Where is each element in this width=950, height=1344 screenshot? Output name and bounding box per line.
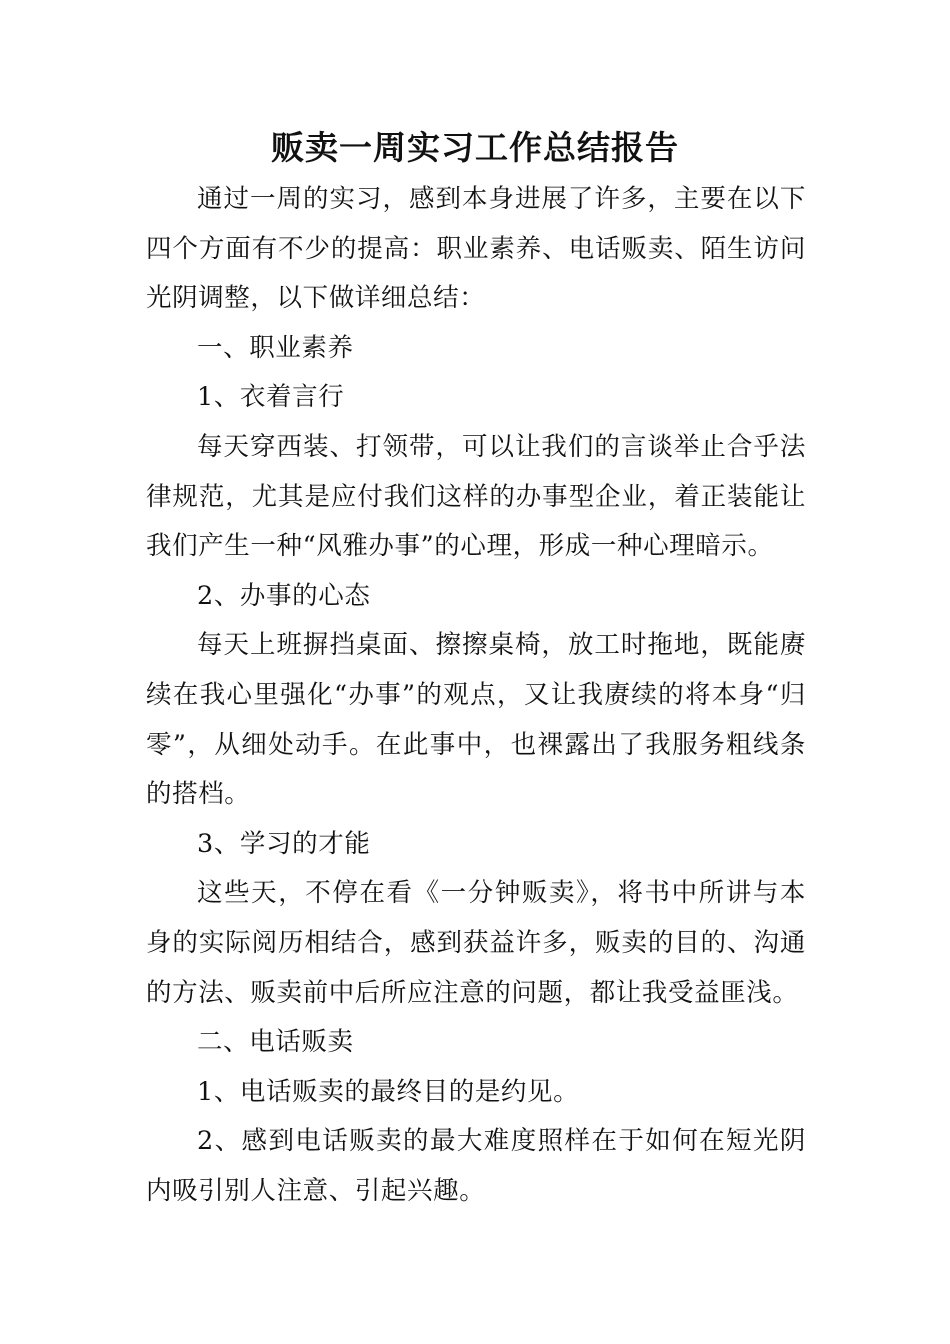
intro-paragraph: 通过一周的实习，感到本身进展了许多，主要在以下四个方面有不少的提高：职业素养、电话贩卖、陌生访问光阴调整，以下做详细总结： xyxy=(146,184,806,314)
document-title: 贩卖一周实习工作总结报告 xyxy=(271,128,679,167)
subheading-learning-ability: 3、学习的才能 xyxy=(197,828,371,859)
subheading-work-attitude: 2、办事的心态 xyxy=(197,580,371,611)
subheading-attire-conduct: 1、衣着言行 xyxy=(197,382,345,413)
document-body xyxy=(146,175,806,1216)
paragraph-phone-sales-difficulty: 2、感到电话贩卖的最大难度照样在于如何在短光阴内吸引别人注意、引起兴趣。 xyxy=(146,1126,806,1206)
paragraph-learning-ability: 这些天，不停在看《一分钟贩卖》，将书中所讲与本身的实际阅历相结合，感到获益许多，贩卖的目的、沟通的方法、贩卖前中后所应注意的问题，都让我受益匪浅。 xyxy=(146,878,806,1008)
paragraph-work-attitude: 每天上班摒挡桌面、擦擦桌椅，放工时拖地，既能赓续在我心里强化“办事”的观点，又让我赓续的将本身“归零”，从细处动手。在此事中，也裸露出了我服务粗线条的搭档。 xyxy=(146,630,806,810)
paragraph-phone-sales-goal: 1、电话贩卖的最终目的是约见。 xyxy=(197,1076,580,1107)
paragraph-attire-conduct: 每天穿西装、打领带，可以让我们的言谈举止合乎法律规范，尤其是应付我们这样的办事型企业，着正装能让我们产生一种“风雅办事”的心理，形成一种心理暗示。 xyxy=(146,431,806,562)
section-heading-professional-quality: 一、职业素养 xyxy=(197,332,354,363)
section-heading-phone-sales: 二、电话贩卖 xyxy=(197,1027,354,1058)
